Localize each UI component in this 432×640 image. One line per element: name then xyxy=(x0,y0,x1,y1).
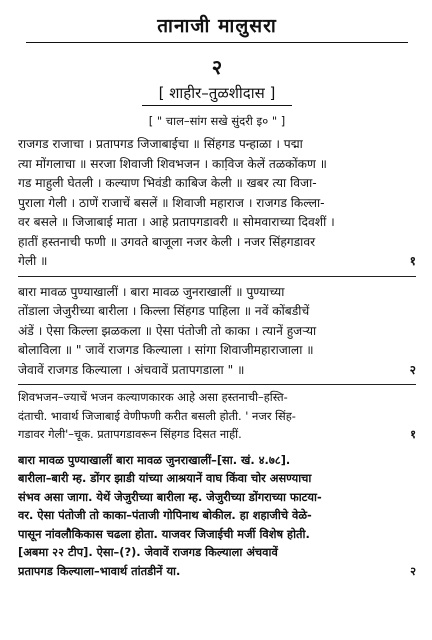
note-line xyxy=(18,407,416,426)
stanza-line-text: हातीं हस्तनाची फणी ॥ उगवते बाजूला नजर केली । नजर सिंहगडावर xyxy=(18,234,316,249)
note-line-text: [अबमा २२ टीप]. ऐसा–(?). जेवावें राजगड किल्याला अंचवावें xyxy=(18,545,278,559)
title-rule xyxy=(26,42,408,43)
stanza-line-text: राजगड राजाचा । प्रतापगड जिजाबाईचा ॥ सिंहगड पन्हाळा । पद्मा xyxy=(18,137,303,151)
note-line-text: प्रतापगड किल्याला–भावार्थ तांतडीनें या. xyxy=(18,563,181,578)
stanza-line-text: गेली ॥ xyxy=(18,254,48,268)
page-title: तानाजी मालुसरा xyxy=(157,15,277,37)
note-line xyxy=(18,506,416,525)
note-line xyxy=(18,543,416,562)
stanza-line xyxy=(18,283,416,303)
author-heading: [ शाहीर–तुळशीदास ] xyxy=(158,84,276,102)
note-line-text: वर. ऐसा पंतोजी तो काका–पंताजी गोपिनाथ बोकील. हा शहाजीचे वेळे- xyxy=(18,508,312,522)
stanza-line-text: पुराला गेली । ठाणें राजाचें बसलें ॥ शिवाजी महाराज । राजगड किल्ला- xyxy=(18,195,325,210)
note-line-text: दंताची. भावार्थ जिजाबाई वेणीफणी करीत बसली होती. ' नजर सिंह- xyxy=(18,408,296,423)
stanza-line-text: बारा मावळ पुण्याखालीं । बारा मावळ जुनराखालीं ॥ पुण्याच्या xyxy=(18,284,285,299)
stanza-line-text: तोंडाला जेजुरीच्या बारीला । किल्ला सिंहगड पाहिला ॥ नवें कोंबडीचें xyxy=(18,304,310,318)
stanza-number: २ xyxy=(409,362,416,377)
stanza-line xyxy=(18,135,416,155)
notes-2 xyxy=(18,451,416,581)
note-line-text: संभव असा जागा. येथें जेजुरीच्या बारीला म्ह. जेजुरीच्या डोंगराच्या फाटया- xyxy=(18,489,322,504)
stanza-line xyxy=(18,174,416,194)
stanza-line xyxy=(18,341,416,361)
stanza-line-text: वर बसले ॥ जिजाबाई माता । आहे प्रतापगडावरी ॥ सोमवाराच्या दिवशीं । xyxy=(18,215,335,229)
note-line-text: बारा मावळ पुण्याखालीं बारा मावळ जुनराखालीं–[सा. खं. ४.७८]. xyxy=(18,452,291,467)
section-number: २ xyxy=(211,55,223,79)
note-number: १ xyxy=(410,427,416,441)
note-line xyxy=(18,562,416,581)
note-number: २ xyxy=(410,563,416,578)
stanza-2 xyxy=(18,283,416,381)
stanza-line xyxy=(18,361,416,381)
note-line-text: शिवभजन–ज्याचें भजन कल्याणकारक आहे असा हस्तनाची–हस्ति- xyxy=(18,390,288,404)
notes-divider xyxy=(18,384,416,385)
note-line xyxy=(18,525,416,544)
note-line xyxy=(18,469,416,488)
stanza-line-text: बोलाविला ॥ " जावें राजगड किल्याला । सांगा शिवाजीमहाराजाला ॥ xyxy=(18,343,314,357)
stanza-line xyxy=(18,252,416,272)
stanza-1 xyxy=(18,135,416,272)
stanza-line xyxy=(18,213,416,233)
note-line-text: गडावर गेली'–चूक. प्रतापगडावरून सिंहगड दिसत नाहीं. xyxy=(18,427,242,441)
note-line-text: पासून नांवलौकिकास चढला होता. याजवर जिजाईची मर्जी विशेष होती. xyxy=(18,526,310,541)
note-line xyxy=(18,451,416,470)
note-line xyxy=(18,488,416,507)
stanza-line-text: अंडें । ऐसा किल्ला झळकला ॥ ऐसा पंतोजी तो काका । त्यानें हुजऱ्या xyxy=(18,323,317,338)
stanza-line-text: जेवावें राजगड किल्याला । अंचवावें प्रतापगडाला " ॥ xyxy=(18,362,245,377)
note-line-text: बारीला–बारी म्ह. डोंगर झाडी यांच्या आश्रयानें वाघ किंवा चोर असण्याचा xyxy=(18,471,312,485)
note-line xyxy=(18,388,416,407)
stanza-line xyxy=(18,302,416,322)
stanza-divider xyxy=(18,276,416,277)
notes-1 xyxy=(18,388,416,444)
stanza-line-text: गड माहुली घेतली । कल्याण भिवंडी काबिज केली ॥ खबर त्या विजा- xyxy=(18,176,317,190)
tune-line: [ " चाल–सांग सखे सुंदरी इ० " ] xyxy=(148,114,286,128)
stanza-line xyxy=(18,194,416,214)
stanza-number: १ xyxy=(409,254,416,268)
note-line xyxy=(18,425,416,444)
notes-gap xyxy=(18,444,416,448)
stanza-line xyxy=(18,155,416,175)
stanza-line xyxy=(18,322,416,342)
stanza-line-text: त्या मोंगलाचा ॥ सरजा शिवाजी शिवभजन । कावि़ज केलें तळकोंकण ॥ xyxy=(18,156,327,171)
author-rule xyxy=(142,105,292,106)
stanza-line xyxy=(18,233,416,253)
